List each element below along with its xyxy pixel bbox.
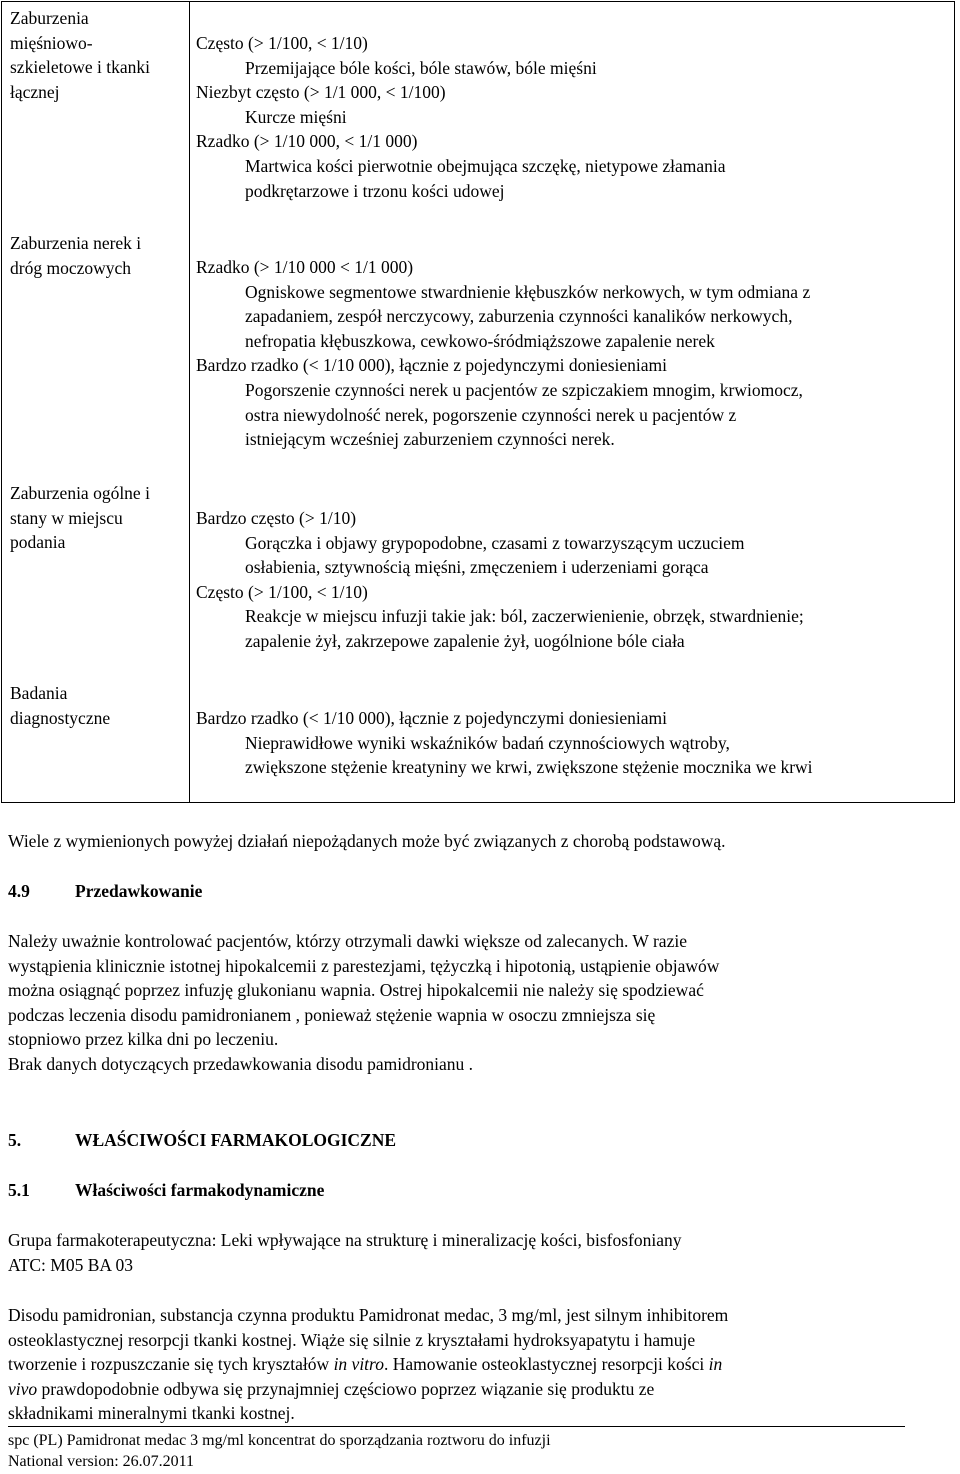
category-diagnostics <box>10 681 188 730</box>
frequency-heading: Bardzo rzadko (< 1/10 000), łącznie z pojedynczymi doniesieniami <box>196 708 668 728</box>
frequency-heading: Bardzo rzadko (< 1/10 000), łącznie z pojedynczymi doniesieniami <box>196 355 668 376</box>
effect-text: Kurcze mięśni <box>245 106 347 127</box>
effect-text: zwiększone stężenie kreatyniny we krwi, zwiększone stężenie mocznika we krwi <box>245 757 813 778</box>
note-paragraph <box>8 829 953 854</box>
paragraph-line: Brak danych dotyczących przedawkowania disodu pamidronianu . <box>8 1053 474 1074</box>
section-number: 5. <box>8 1130 22 1150</box>
italic-term: in <box>708 1354 723 1375</box>
category-line: podania <box>10 532 66 553</box>
section-heading-5-1 <box>8 1178 324 1203</box>
text-run: . Hamowanie osteoklastycznej resorpcji kości <box>383 1354 709 1375</box>
paragraph-line: Grupa farmakoterapeutyczna: Leki wpływające na strukturę i mineralizację kości, bisfosfoniany <box>8 1230 682 1250</box>
frequency-heading: Rzadko (> 1/10 000, < 1/1 000) <box>196 131 418 152</box>
paragraph-line: ATC: M05 BA 03 <box>8 1254 133 1275</box>
paragraph-line: składnikami mineralnymi tkanki kostnej. <box>8 1403 295 1424</box>
category-line: Zaburzenia <box>10 8 89 28</box>
text-run: prawdopodobnie odbywa się przynajmniej częściowo poprzez wiązanie się produktu ze <box>37 1378 655 1399</box>
effects-diagnostics <box>196 706 956 780</box>
effects-renal <box>196 255 956 452</box>
section-number: 5.1 <box>8 1180 30 1200</box>
category-line: diagnostyczne <box>10 707 111 728</box>
section-title: Przedawkowanie <box>75 881 203 901</box>
paragraph-line: Należy uważnie kontrolować pacjentów, którzy otrzymali dawki większe od zalecanych. W razie <box>8 931 687 951</box>
category-general <box>10 481 188 555</box>
paragraph-line <box>8 1352 953 1377</box>
effects-general <box>196 506 956 654</box>
effect-text: Pogorszenie czynności nerek u pacjentów ze szpiczakiem mnogim, krwiomocz, <box>245 379 803 400</box>
paragraph-line: wystąpienia klinicznie istotnej hipokalcemii z parestezjami, tężyczką i hipotonią, ustąpienie objawów <box>8 955 720 976</box>
frequency-heading: Niezbyt często (> 1/1 000, < 1/100) <box>196 82 446 103</box>
column-divider <box>189 2 190 802</box>
italic-term: vivo <box>8 1378 38 1399</box>
category-line: stany w miejscu <box>10 507 123 528</box>
paragraph-line: podczas leczenia disodu pamidronianem , ponieważ stężenie wapnia w osoczu zmniejsza się <box>8 1004 656 1025</box>
effect-text: osłabienia, sztywnością mięśni, zmęczeniem i uderzeniami gorąca <box>245 557 709 578</box>
paragraph-line: można osiągnąć poprzez infuzję glukonianu wapnia. Ostrej hipokalcemii nie należy się spodziewać <box>8 980 704 1001</box>
category-line: łącznej <box>10 81 60 102</box>
category-line: Zaburzenia ogólne i <box>10 483 150 503</box>
text-run: tworzenie i rozpuszczanie się tych kryształów <box>8 1354 334 1375</box>
effect-text: Przemijające bóle kości, bóle stawów, bóle mięśni <box>245 57 597 78</box>
section-heading-5 <box>8 1128 396 1153</box>
category-line: mięśniowo- <box>10 32 93 53</box>
adverse-effects-table <box>1 1 955 803</box>
note-text: Wiele z wymienionych powyżej działań niepożądanych może być związanych z chorobą podstawową. <box>8 831 726 851</box>
effect-text: Reakcje w miejscu infuzji takie jak: ból, zaczerwienienie, obrzęk, stwardnienie; <box>245 606 804 627</box>
section-number: 4.9 <box>8 881 30 901</box>
section-title: WŁAŚCIWOŚCI FARMAKOLOGICZNE <box>75 1130 397 1150</box>
frequency-heading: Często (> 1/100, < 1/10) <box>196 33 368 53</box>
footer-title: spc (PL) Pamidronat medac 3 mg/ml koncentrat do sporządzania roztworu do infuzji <box>8 1432 551 1449</box>
paragraph-line: Disodu pamidronian, substancja czynna produktu Pamidronat medac, 3 mg/ml, jest silnym inhibitorem <box>8 1305 729 1325</box>
effect-text: ostra niewydolność nerek, pogorszenie czynności nerek u pacjentów z <box>245 404 737 425</box>
category-line: Zaburzenia nerek i <box>10 233 142 253</box>
footer-version: National version: 26.07.2011 <box>8 1453 195 1470</box>
effect-text: zapalenie żył, zakrzepowe zapalenie żył, uogólnione bóle ciała <box>245 630 685 651</box>
paragraph-line: stopniowo przez kilka dni po leczeniu. <box>8 1029 279 1050</box>
section-heading-4-9 <box>8 879 202 904</box>
category-renal <box>10 231 188 280</box>
effect-text: nefropatia kłębuszkowa, cewkowo-śródmiąższowe zapalenie nerek <box>245 330 715 351</box>
effect-text: zapadaniem, zespół nerczycowy, zaburzenia czynności kanalików nerkowych, <box>245 306 793 327</box>
effect-text: istniejącym wcześniej zaburzeniem czynności nerek. <box>245 429 615 450</box>
category-line: szkieletowe i tkanki <box>10 57 150 78</box>
frequency-heading: Często (> 1/100, < 1/10) <box>196 581 368 602</box>
effect-text: Martwica kości pierwotnie obejmująca szczękę, nietypowe złamania <box>245 155 726 176</box>
category-musculoskeletal <box>10 6 188 104</box>
effect-text: podkrętarzowe i trzonu kości udowej <box>245 180 505 201</box>
paragraph-line: osteoklastycznej resorpcji tkanki kostnej. Wiąże się silnie z kryształami hydroksyapatytu i hamuje <box>8 1329 696 1350</box>
paragraph-line <box>8 1377 953 1402</box>
italic-term: in vitro <box>333 1354 384 1375</box>
pharmacotherapeutic-group <box>8 1228 953 1277</box>
footer-divider <box>8 1426 905 1427</box>
section-title: Właściwości farmakodynamiczne <box>75 1180 325 1200</box>
frequency-heading: Bardzo często (> 1/10) <box>196 508 357 528</box>
effect-text: Ogniskowe segmentowe stwardnienie kłębuszków nerkowych, w tym odmiana z <box>245 281 811 302</box>
category-line: Badania <box>10 683 68 703</box>
overdose-paragraph <box>8 929 953 1077</box>
effects-musculoskeletal <box>196 31 956 203</box>
category-line: dróg moczowych <box>10 257 132 278</box>
effect-text: Nieprawidłowe wyniki wskaźników badań czynnościowych wątroby, <box>245 732 730 753</box>
frequency-heading: Rzadko (> 1/10 000 < 1/1 000) <box>196 257 414 277</box>
pharmacodynamics-paragraph <box>8 1303 953 1426</box>
effect-text: Gorączka i objawy grypopodobne, czasami z towarzyszącym uczuciem <box>245 532 745 553</box>
